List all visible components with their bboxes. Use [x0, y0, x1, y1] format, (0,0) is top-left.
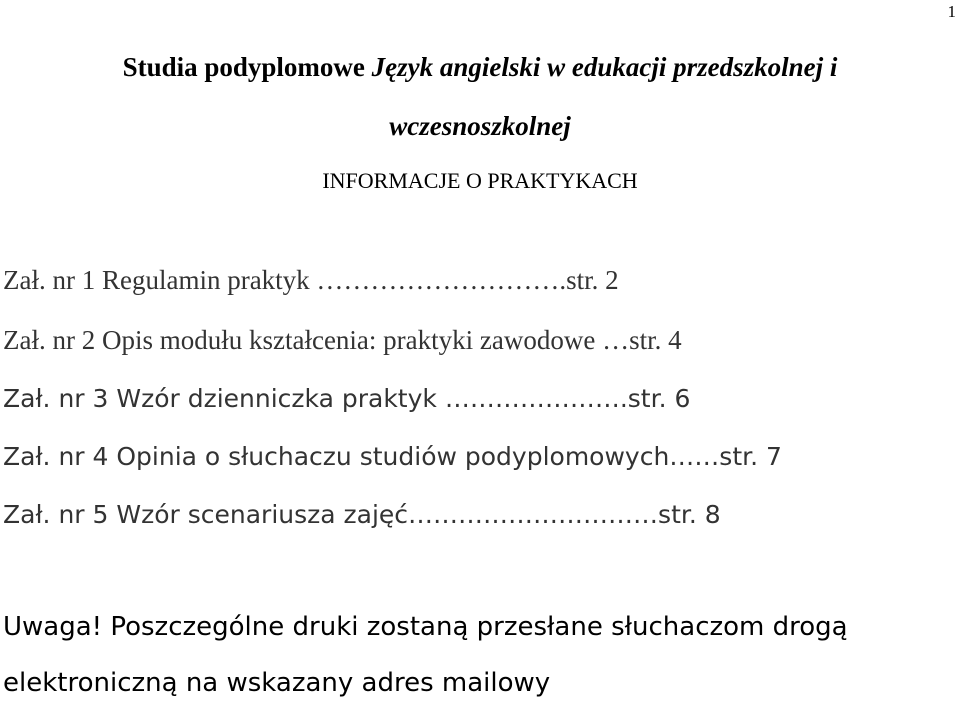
note-line-1: Uwaga! Poszczególne druki zostaną przesłane słuchaczom drogą [3, 612, 848, 642]
attachment-item-1: Zał. nr 1 Regulamin praktyk ……………………….str. 2 [3, 265, 619, 295]
section-heading: INFORMACJE O PRAKTYKACH [322, 168, 638, 193]
title-italic-part: Język angielski w edukacji przedszkolnej i [371, 52, 838, 82]
attachment-item-5: Zał. nr 5 Wzór scenariusza zajęć…………………………str. 8 [3, 500, 721, 529]
attachment-item-2: Zał. nr 2 Opis modułu kształcenia: praktyki zawodowe …str. 4 [3, 325, 682, 355]
title-italic-continuation: wczesnoszkolnej [389, 111, 571, 141]
page-title [0, 52, 960, 83]
page-number: 1 [947, 2, 956, 21]
attachment-item-3: Zał. nr 3 Wzór dzienniczka praktyk ………………….str. 6 [3, 384, 691, 413]
page-title-continued [0, 111, 960, 142]
title-prefix: Studia podyplomowe [122, 52, 372, 82]
note-line-2: elektroniczną na wskazany adres mailowy [3, 668, 551, 698]
attachment-item-4: Zał. nr 4 Opinia o słuchaczu studiów podyplomowych……str. 7 [3, 442, 782, 471]
